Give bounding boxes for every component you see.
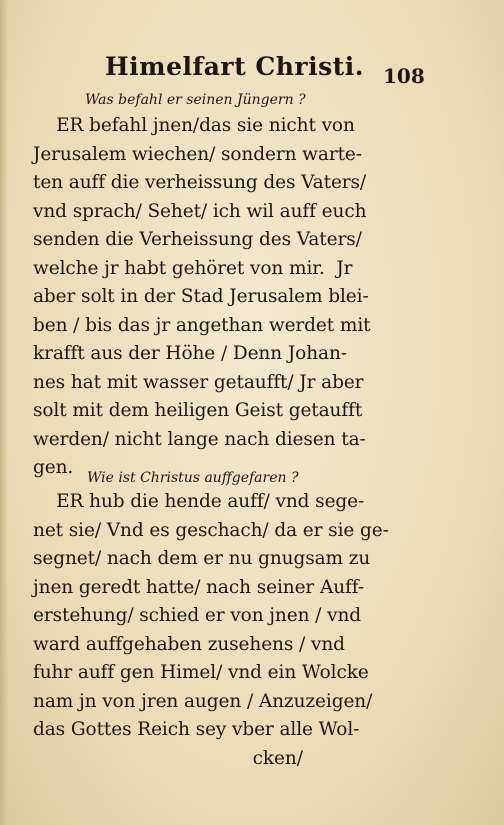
text-line: vnd sprach/ Sehet/ ich wil auff euch <box>33 200 367 222</box>
text-line: net sie/ Vnd es geschach/ da er sie ge- <box>33 519 389 541</box>
text-line: ben / bis das jr angethan werdet mit <box>33 314 371 336</box>
section-question-1: Was befahl er seinen Jüngern ? <box>85 92 306 108</box>
text-line: erstehung/ schied er von jnen / vnd <box>33 605 362 626</box>
text-line: aber solt in der Stad Jerusalem blei- <box>33 286 369 307</box>
text-line: ER hub die hende auff/ vnd sege- <box>33 491 365 512</box>
text-line: Jerusalem wiechen/ sondern warte- <box>33 143 362 165</box>
page-gutter-shadow <box>0 0 8 825</box>
running-head: Himelfart Christi. <box>105 52 364 81</box>
text-line: segnet/ nach dem er nu gnugsam zu <box>33 548 371 569</box>
text-line: cken/ <box>33 747 303 769</box>
text-line: ward auffgehaben zusehens / vnd <box>33 633 345 655</box>
text-line: welche jr habt gehöret von mir. Jr <box>33 257 353 279</box>
text-line: nam jn von jren augen / Anzuzeigen/ <box>33 690 373 712</box>
text-line: gen. <box>33 457 74 478</box>
text-line: ten auff die verheissung des Vaters/ <box>33 172 367 193</box>
text-line: werden/ nicht lange nach diesen ta- <box>33 428 366 450</box>
page-number: 108 <box>383 64 425 88</box>
text-line: senden die Verheissung des Vaters/ <box>33 229 362 250</box>
text-line: solt mit dem heiligen Geist getaufft <box>33 400 363 421</box>
text-line: ER befahl jnen/das sie nicht von <box>33 115 355 136</box>
text-line: jnen geredt hatte/ nach seiner Auff- <box>33 576 365 598</box>
section-question-2: Wie ist Christus auffgefaren ? <box>87 470 299 486</box>
text-line: nes hat mit wasser getaufft/ Jr aber <box>33 371 364 393</box>
text-line: das Gottes Reich sey vber alle Wol- <box>33 719 360 740</box>
text-line: krafft aus der Höhe / Denn Johan- <box>33 343 347 364</box>
text-line: fuhr auff gen Himel/ vnd ein Wolcke <box>33 662 369 683</box>
section-answer-1 <box>33 112 393 483</box>
section-answer-2 <box>33 488 393 773</box>
